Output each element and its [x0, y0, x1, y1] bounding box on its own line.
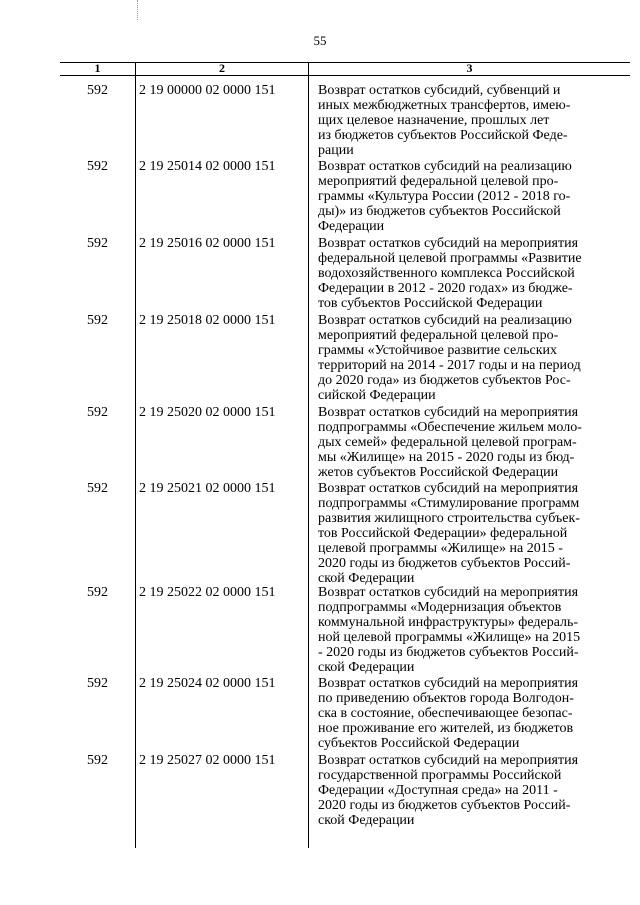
administrator-code: 592	[87, 313, 108, 328]
income-description: Возврат остатков субсидий, субвенций и иных межбюджетных трансфертов, имею- щих целевое назначение, прошлых лет из бюджетов субъектов Российской Феде- рации	[318, 83, 571, 158]
budget-classification-code: 2 19 25016 02 0000 151	[139, 236, 276, 251]
budget-classification-code: 2 19 25022 02 0000 151	[139, 585, 276, 600]
income-description: Возврат остатков субсидий на мероприятия федеральной целевой программы «Развитие водохозяйственного комплекса Российской Федерации в 2012 - 2020 годах» из бюдже- тов субъектов Российской Федерации	[318, 236, 582, 311]
budget-classification-code: 2 19 25020 02 0000 151	[139, 405, 276, 420]
budget-classification-table	[60, 62, 630, 848]
column-header-3: 3	[466, 61, 473, 75]
column-divider-1	[135, 62, 136, 848]
budget-classification-code: 2 19 25024 02 0000 151	[139, 676, 276, 691]
administrator-code: 592	[87, 83, 108, 98]
administrator-code: 592	[87, 585, 108, 600]
administrator-code: 592	[87, 676, 108, 691]
scan-artifact-mark	[137, 0, 140, 20]
administrator-code: 592	[87, 753, 108, 768]
income-description: Возврат остатков субсидий на реализацию мероприятий федеральной целевой про- граммы «Устойчивое развитие сельских территорий на 2014 - 2017 годы и на период до 2020 года» из бюджетов субъектов Рос- сийской Федерации	[318, 313, 581, 403]
budget-classification-code: 2 19 25014 02 0000 151	[139, 159, 276, 174]
income-description: Возврат остатков субсидий на мероприятия подпрограммы «Стимулирование программ развития жилищного строительства субъек- тов Российской Федерации» федеральной целевой программы «Жилище» на 2015 - 2020 годы из бюджетов субъектов Россий- ской Федерации	[318, 481, 580, 586]
budget-classification-code: 2 19 25027 02 0000 151	[139, 753, 276, 768]
table-header-border	[60, 75, 630, 76]
income-description: Возврат остатков субсидий на мероприятия подпрограммы «Модернизация объектов коммунальной инфраструктуры» федераль- ной целевой программы «Жилище» на 2015 - 2020 годы из бюджетов субъектов Россий- ской Федерации	[318, 585, 581, 675]
column-divider-2	[308, 62, 309, 848]
administrator-code: 592	[87, 159, 108, 174]
budget-classification-code: 2 19 25018 02 0000 151	[139, 313, 276, 328]
income-description: Возврат остатков субсидий на мероприятия по приведению объектов города Волгодон- ска в состояние, обеспечивающее безопас- ное проживание его жителей, из бюджетов субъектов Российской Федерации	[318, 676, 579, 751]
administrator-code: 592	[87, 236, 108, 251]
column-header-1: 1	[94, 61, 101, 75]
income-description: Возврат остатков субсидий на реализацию мероприятий федеральной целевой про- граммы «Культура России (2012 - 2018 го- ды)» из бюджетов субъектов Российской Федерации	[318, 159, 572, 234]
page-number: 55	[313, 33, 327, 48]
income-description: Возврат остатков субсидий на мероприятия подпрограммы «Обеспечение жильем моло- дых семей» федеральной целевой програм- мы «Жилище» на 2015 - 2020 годы из бюд- жетов субъектов Российской Федерации	[318, 405, 582, 480]
budget-classification-code: 2 19 00000 02 0000 151	[139, 83, 276, 98]
administrator-code: 592	[87, 481, 108, 496]
column-header-2: 2	[219, 61, 225, 75]
income-description: Возврат остатков субсидий на мероприятия государственной программы Российской Федерации «Доступная среда» на 2011 - 2020 годы из бюджетов субъектов Россий- ской Федерации	[318, 753, 579, 828]
administrator-code: 592	[87, 405, 108, 420]
budget-classification-code: 2 19 25021 02 0000 151	[139, 481, 276, 496]
